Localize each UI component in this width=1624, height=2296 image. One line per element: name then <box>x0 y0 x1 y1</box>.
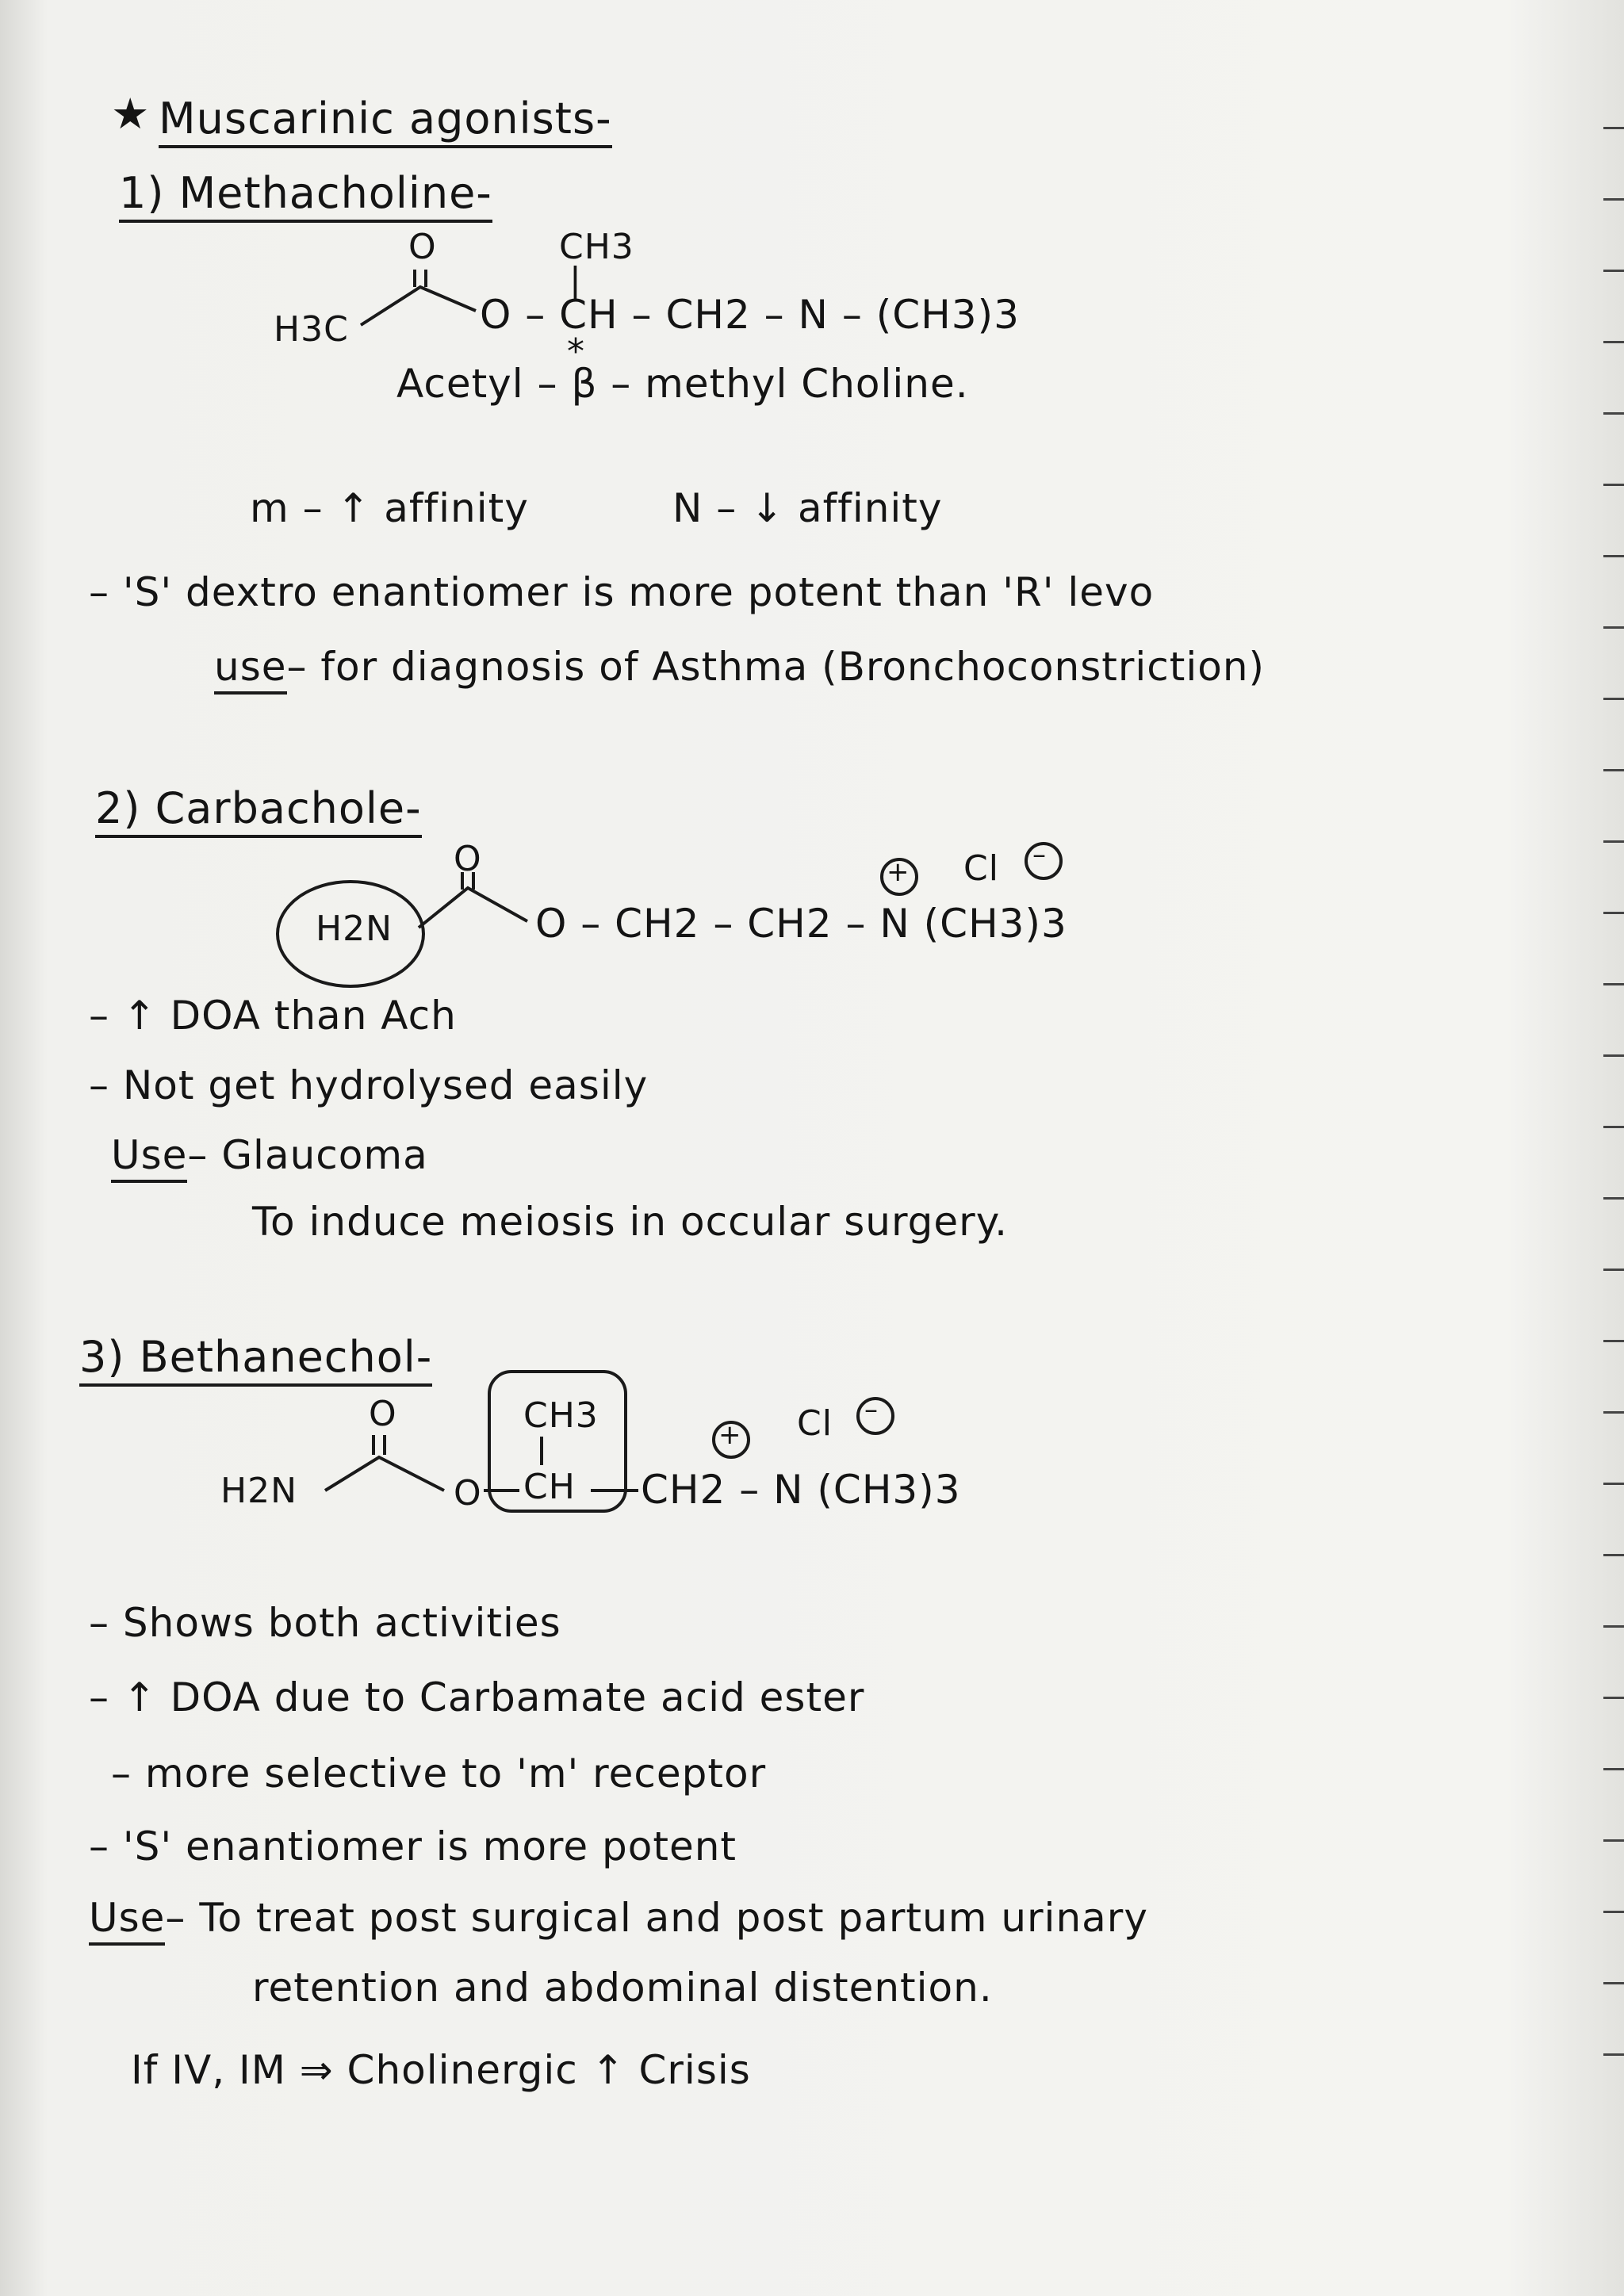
methacholine-carbonyl-o: O <box>408 227 437 267</box>
bethanechol-minus: – <box>864 1394 879 1425</box>
heading-star: ★ <box>111 89 151 139</box>
bethanechol-ch: CH <box>523 1467 576 1507</box>
carbachole-cl: Cl <box>963 848 999 889</box>
methacholine-title-text: 1) Methacholine- <box>119 168 492 223</box>
heading-text: Muscarinic agonists- <box>159 94 612 148</box>
bethanechol-line3: – more selective to 'm' receptor <box>111 1751 767 1797</box>
carbachole-plus: + <box>887 856 910 888</box>
bethanechol-use-text2: retention and abdominal distention. <box>252 1965 993 2011</box>
use-label: use <box>214 644 287 695</box>
bethanechol-use <box>89 1895 1148 1941</box>
carbachole-use-text: – Glaucoma <box>187 1132 428 1178</box>
carbachole-use-text2: To induce meiosis in occular surgery. <box>252 1199 1009 1245</box>
carbachole-chain: O – CH2 – CH2 – N (CH3)3 <box>535 901 1067 947</box>
carbachole-h2n: H2N <box>316 909 393 949</box>
bethanechol-ch3: CH3 <box>523 1395 599 1436</box>
bethanechol-ester-o: O <box>454 1473 482 1513</box>
carbachole-title-text: 2) Carbachole- <box>95 783 422 838</box>
carbachole-line1: – ↑ DOA than Ach <box>89 993 457 1039</box>
bethanechol-crisis: If IV, IM ⇒ Cholinergic ↑ Crisis <box>131 2047 751 2093</box>
bethanechol-cl: Cl <box>797 1403 833 1444</box>
use-label: Use <box>89 1895 165 1946</box>
methacholine-h3c: H3C <box>274 309 349 350</box>
methacholine-m-affinity: m – ↑ affinity <box>250 485 529 531</box>
bethanechol-chain: CH2 – N (CH3)3 <box>641 1467 961 1513</box>
methacholine-name: Acetyl – β – methyl Choline. <box>396 361 969 407</box>
methacholine-n-affinity: N – ↓ affinity <box>672 485 943 531</box>
methacholine-enantiomer: – 'S' dextro enantiomer is more potent than 'R' levo <box>89 569 1155 615</box>
bethanechol-carbonyl-o: O <box>369 1394 397 1434</box>
methacholine-chiral-star: * <box>567 331 585 372</box>
bethanechol-line2: – ↑ DOA due to Carbamate acid ester <box>89 1674 865 1720</box>
methacholine-chain: O – CH – CH2 – N – (CH3)3 <box>480 292 1020 338</box>
bethanechol-title-text: 3) Bethanechol- <box>79 1332 432 1387</box>
carbachole-line2: – Not get hydrolysed easily <box>89 1062 649 1108</box>
methacholine-branch: | <box>569 260 582 300</box>
bethanechol-line1: – Shows both activities <box>89 1600 561 1646</box>
bethanechol-use-text: – To treat post surgical and post partum urinary <box>165 1895 1148 1941</box>
bethanechol-h2n: H2N <box>220 1471 297 1511</box>
methacholine-ch3-top: CH3 <box>559 227 634 267</box>
bethanechol-line4: – 'S' enantiomer is more potent <box>89 1823 737 1869</box>
carbachole-minus: – <box>1032 839 1047 871</box>
methacholine-use-text: – for diagnosis of Asthma (Bronchoconstriction) <box>286 644 1266 690</box>
use-label: Use <box>111 1132 187 1183</box>
carbachole-carbonyl-o: O <box>454 839 482 879</box>
bethanechol-plus: + <box>718 1419 742 1451</box>
